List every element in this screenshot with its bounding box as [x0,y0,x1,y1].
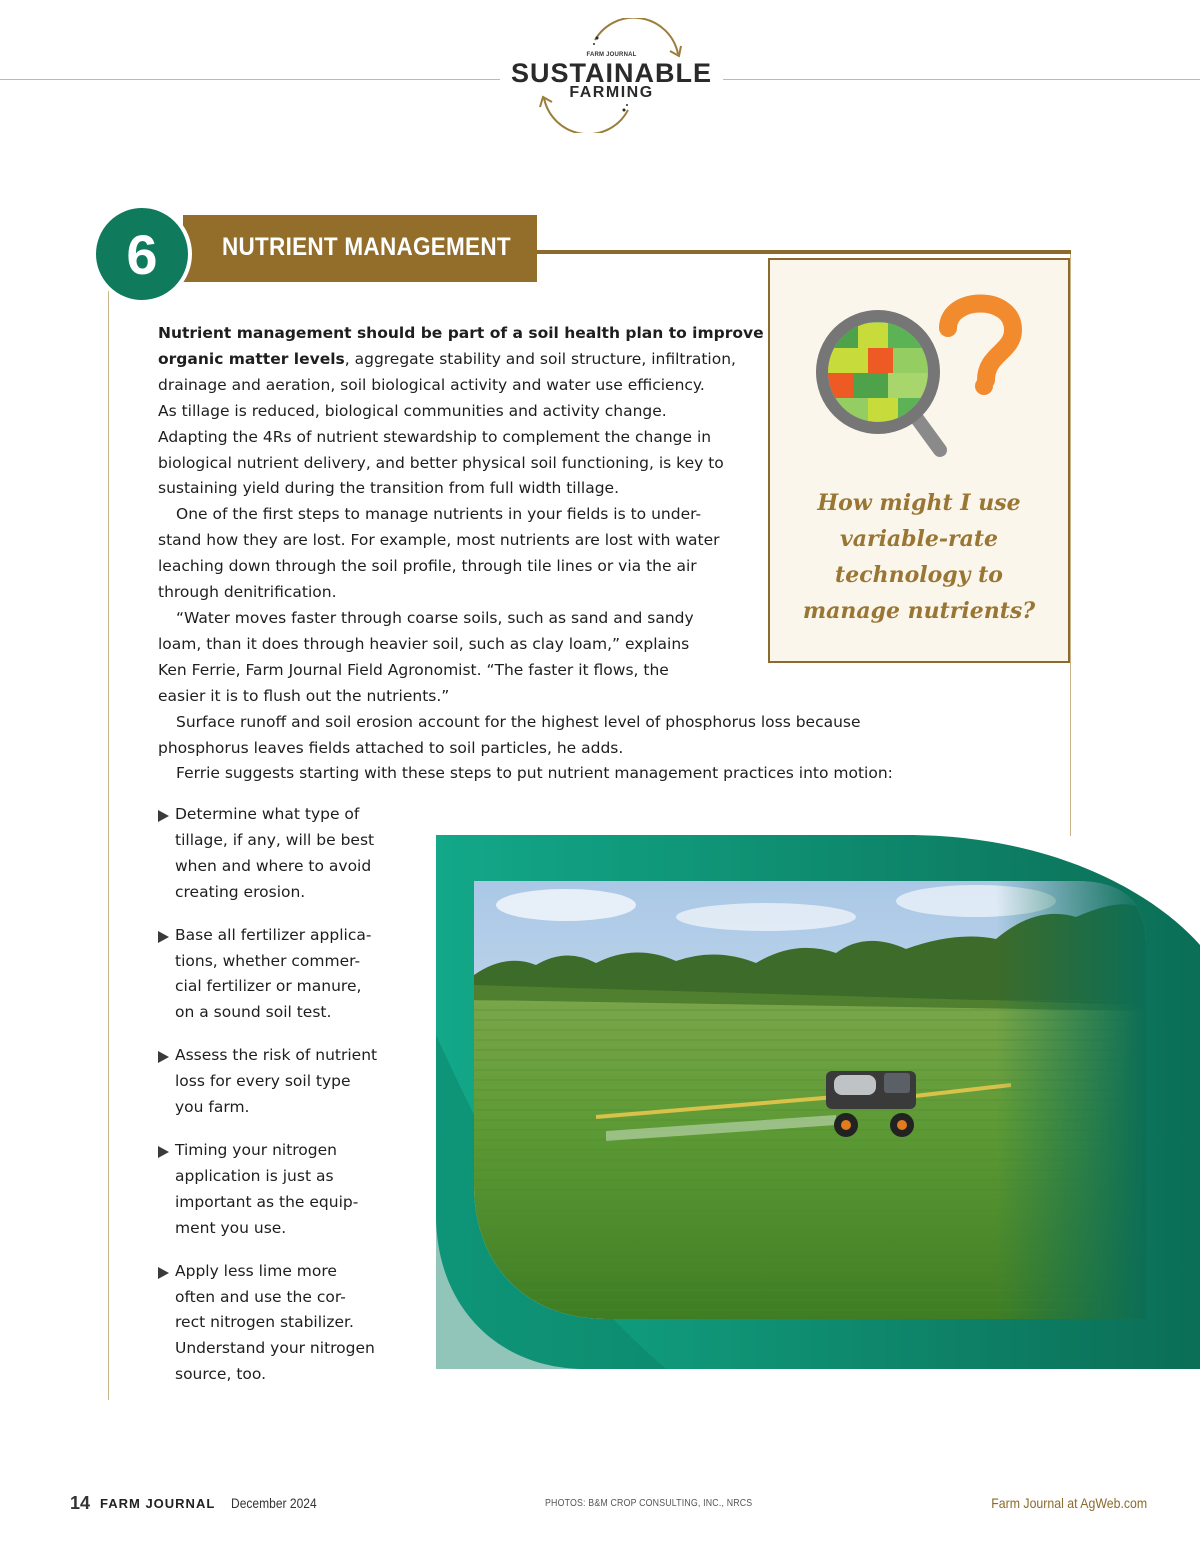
body-line: through denitrification. [158,583,337,602]
lead-bold: Nutrient management should be part of a soil health plan to improve [158,324,764,342]
list-item-line: Determine what type of [175,805,360,823]
list-item [158,1043,398,1121]
list-item-line: when and where to avoid [175,856,372,875]
body-line: Ken Ferrie, Farm Journal Field Agronomist. “The faster it flows, the [158,660,669,679]
body-line [158,321,918,347]
list-item-line: source, too. [175,1365,267,1384]
masthead-logo [500,18,723,133]
triangle-bullet-icon [158,810,169,822]
list-item-line: Apply less lime more [175,1261,337,1280]
header-rule-left [0,79,500,80]
header-rule-right [723,79,1200,80]
footer-brand: FARM JOURNAL [100,1496,216,1511]
frame-line-top [535,250,1071,254]
steps-list [158,802,398,1405]
footer-date: December 2024 [231,1495,317,1511]
body-line: biological nutrient delivery, and better physical soil functioning, is key to [158,453,724,472]
body-line: “Water moves faster through coarse soils, such as sand and sandy [176,608,694,627]
triangle-bullet-icon [158,931,169,943]
article-body [158,321,918,787]
list-item-line: Base all fertilizer applica- [175,925,372,944]
lead-rest: , aggregate stability and soil structure, infiltration, [344,349,736,368]
triangle-bullet-icon [158,1267,169,1279]
list-item-line: often and use the cor- [175,1287,346,1306]
body-line: sustaining yield during the transition from full width tillage. [158,479,619,498]
section-title: NUTRIENT MANAGEMENT [222,233,511,261]
photo-frame-graphic [436,835,1200,1369]
list-item-line: you farm. [175,1098,250,1117]
page-number: 14 [70,1493,91,1513]
masthead-publisher: FARM JOURNAL [586,52,637,58]
list-item-line: loss for every soil type [175,1072,351,1091]
body-line: easier it is to flush out the nutrients.” [158,686,450,705]
masthead-subtitle: FARMING [569,84,654,101]
page-footer [0,1494,1200,1514]
field-sprayer-photo [436,835,1200,1369]
list-item-line: Timing your nitrogen [175,1140,337,1159]
list-item-line: Understand your nitrogen [175,1339,375,1358]
list-item-line: tillage, if any, will be best [175,830,375,849]
list-item [158,1138,398,1242]
list-item-line: Assess the risk of nutrient [175,1046,378,1065]
callout-line: manage nutrients? [802,598,1036,624]
list-item-line: on a sound soil test. [175,1003,332,1022]
body-line: Surface runoff and soil erosion account for the highest level of phosphorus loss because [176,712,861,731]
list-item-line: creating erosion. [175,882,306,901]
body-line: stand how they are lost. For example, most nutrients are lost with water [158,531,720,550]
body-line: loam, than it does through heavier soil, such as clay loam,” explains [158,634,690,653]
list-item-line: rect nitrogen stabilizer. [175,1313,354,1332]
frame-line-left [108,290,109,1400]
masthead-title: SUSTAINABLE [510,58,712,88]
list-item [158,802,398,906]
list-item-line: cial fertilizer or manure, [175,977,362,996]
body-line: Adapting the 4Rs of nutrient stewardship to complement the change in [158,427,712,446]
list-item-line: ment you use. [175,1218,287,1237]
list-item [158,923,398,1027]
body-line: drainage and aeration, soil biological activity and water use efficiency. [158,375,705,394]
body-line: As tillage is reduced, biological communities and activity change. [158,401,667,420]
callout-line: variable-rate [839,526,999,552]
list-item-line: important as the equip- [175,1192,359,1211]
lead-bold: organic matter levels [158,349,345,368]
list-item [158,1259,398,1389]
list-item-line: tions, whether commer- [175,951,361,970]
callout-line: technology to [835,562,1003,588]
body-line [158,347,918,373]
list-item-line: application is just as [175,1166,334,1185]
triangle-bullet-icon [158,1051,169,1063]
body-line: One of the first steps to manage nutrients in your fields is to under- [176,505,702,524]
section-number-badge [92,204,192,304]
triangle-bullet-icon [158,1146,169,1158]
photo-credit: PHOTOS: B&M CROP CONSULTING, INC., NRCS [545,1498,753,1509]
frame-line-right [1070,252,1071,836]
body-line: leaching down through the soil profile, through tile lines or via the air [158,557,697,576]
body-line: Ferrie suggests starting with these steps to put nutrient management practices into motion: [176,764,893,783]
body-line: phosphorus leaves fields attached to soil particles, he adds. [158,738,624,757]
callout-line: How might I use [817,490,1021,516]
footer-website: Farm Journal at AgWeb.com [991,1495,1147,1511]
section-number: 6 [126,222,158,286]
